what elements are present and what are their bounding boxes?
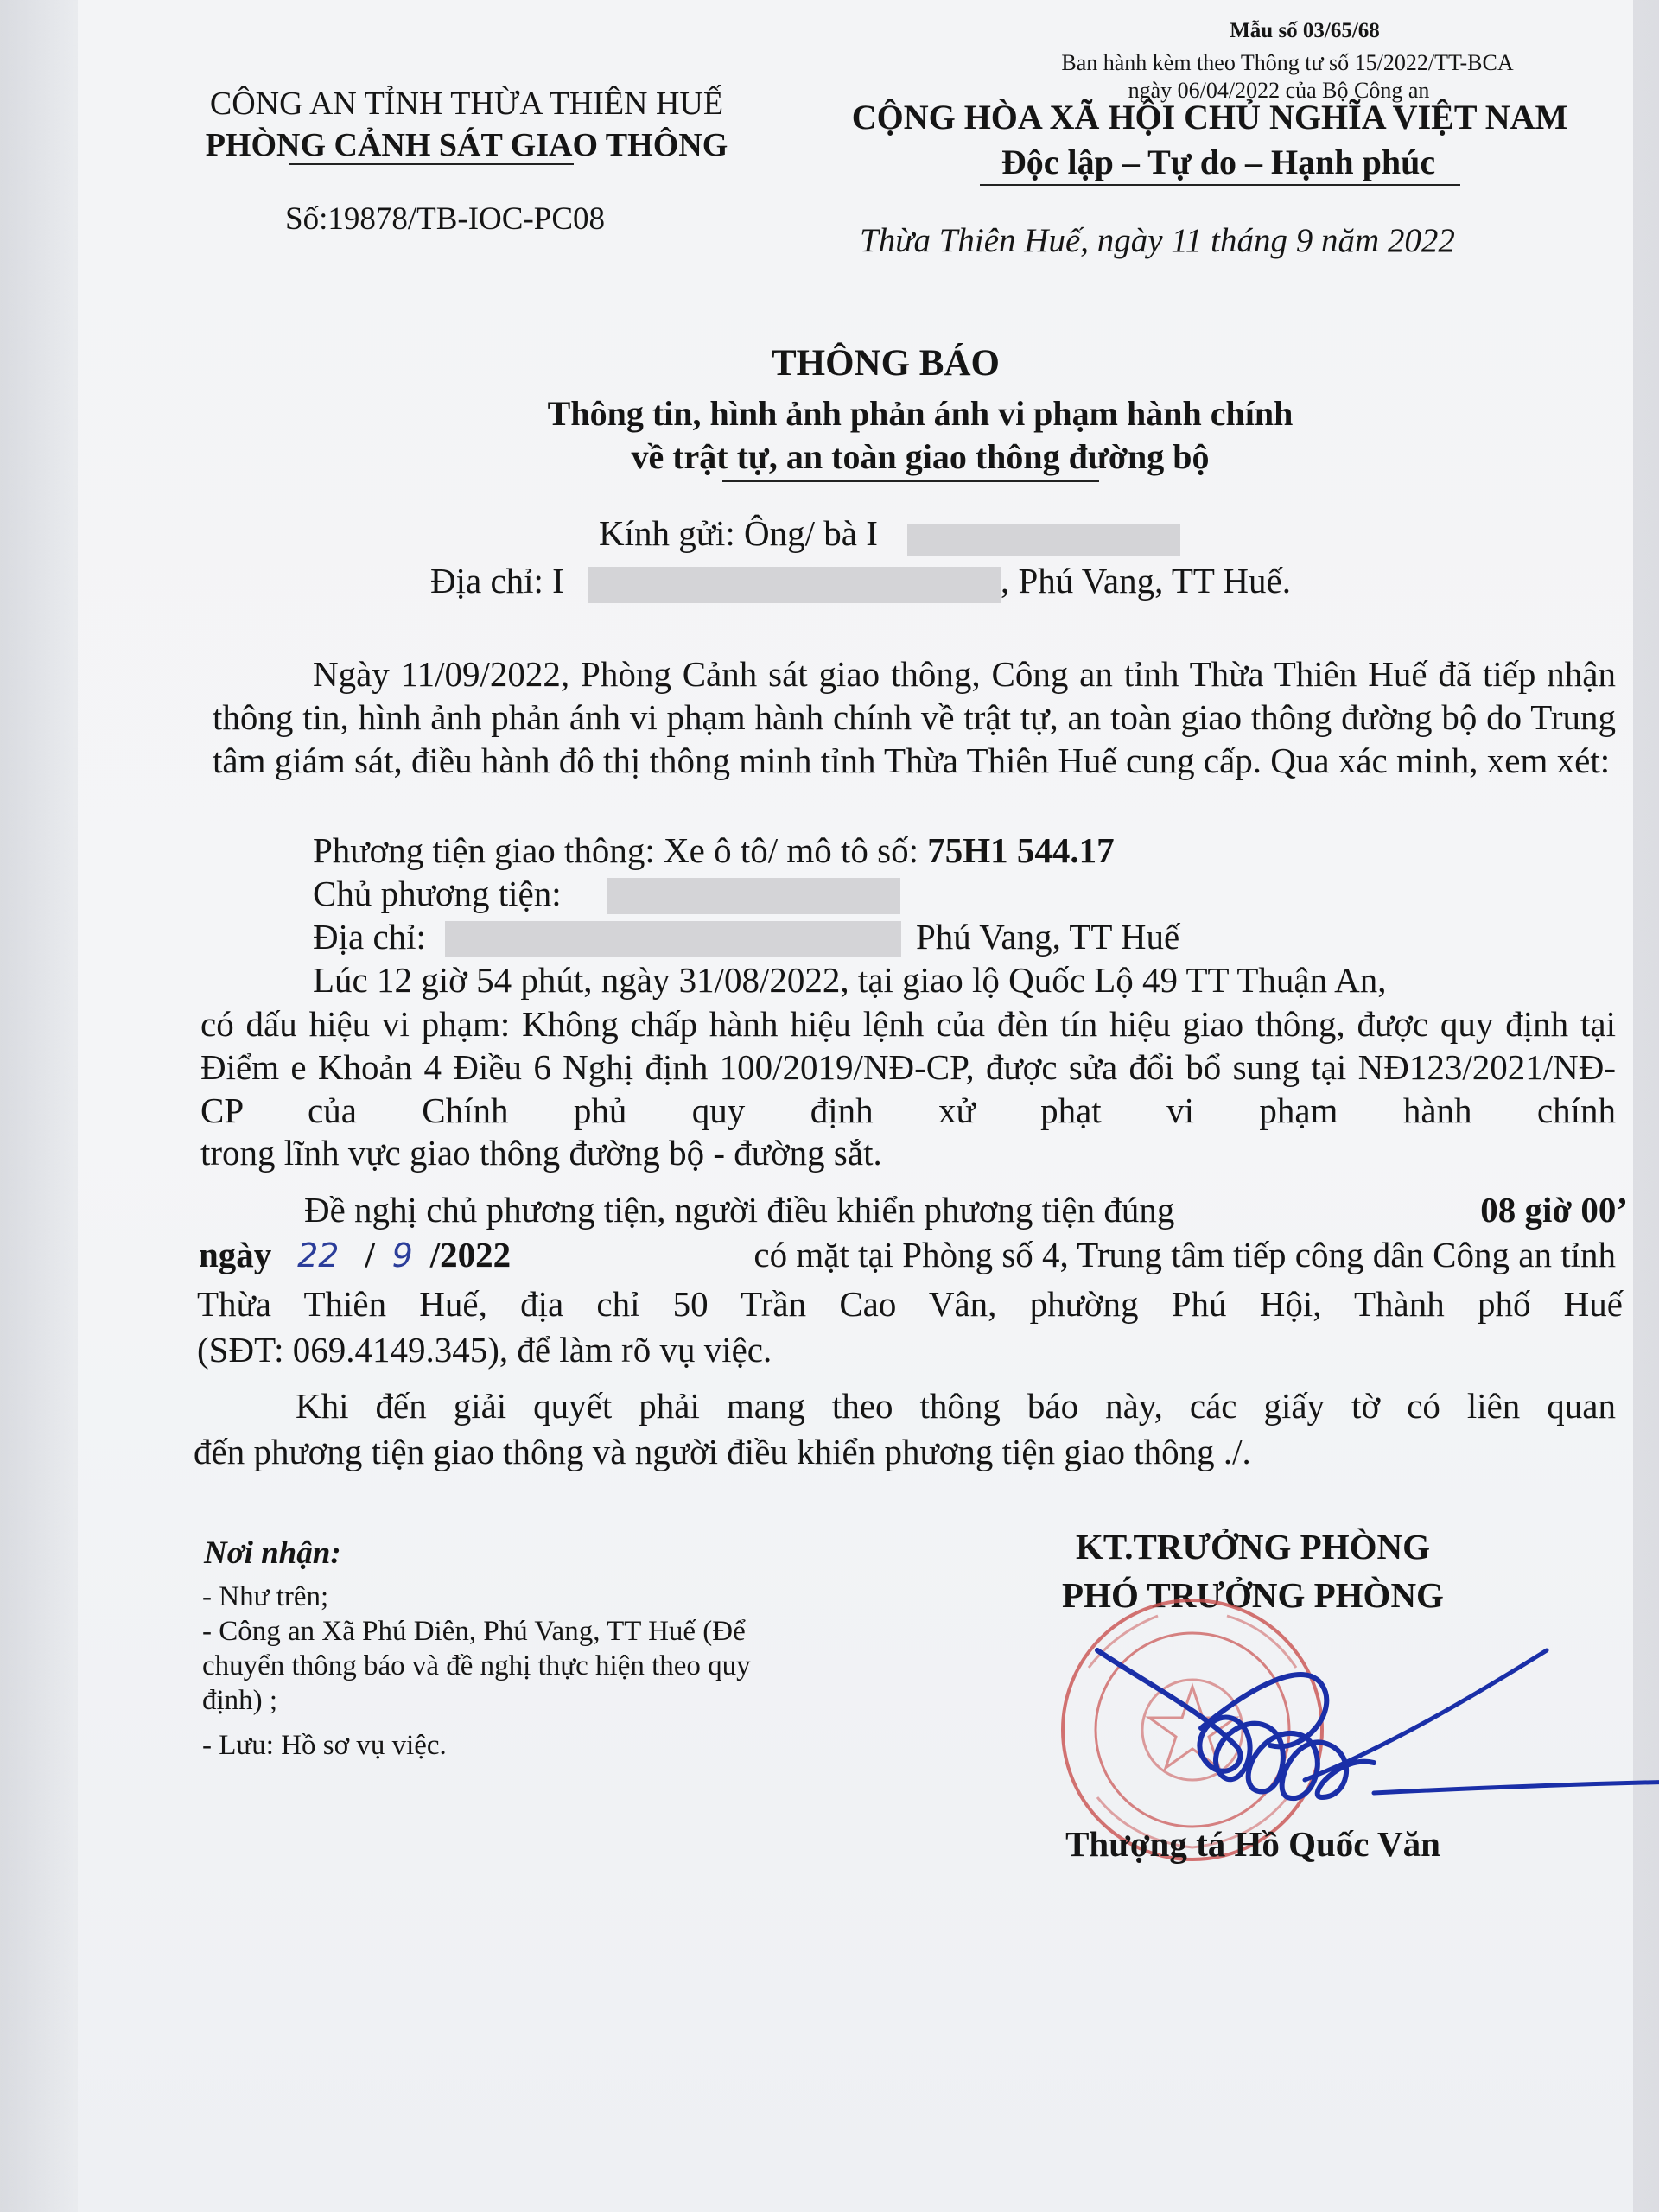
recipient-address-label: Địa chỉ: I [430, 561, 564, 601]
document-title: THÔNG BÁO [771, 343, 1000, 384]
agency-name: PHÒNG CẢNH SÁT GIAO THÔNG [205, 127, 728, 163]
title-underline [722, 480, 1099, 482]
owner-address-label: Địa chỉ: [313, 917, 426, 957]
closing-line-1: Khi đến giải quyết phải mang theo thông báo này, các giấy tờ có liên quan [296, 1386, 1616, 1426]
redacted-owner-name [607, 878, 900, 914]
place-date: Thừa Thiên Huế, ngày 11 tháng 9 năm 2022 [860, 222, 1455, 259]
recipients-title: Nơi nhận: [204, 1535, 341, 1571]
appointment-time: 08 giờ 00’ [1480, 1190, 1628, 1230]
recipient-item-1: - Như trên; [202, 1581, 329, 1612]
date-slash: / [365, 1235, 375, 1274]
document-subtitle-2: về trật tự, an toàn giao thông đường bộ [631, 437, 1210, 476]
appointment-year: /2022 [429, 1235, 512, 1274]
recipient-item-2c: định) ; [202, 1685, 278, 1716]
form-issued-line-1: Ban hành kèm theo Thông tư số 15/2022/TT-BCA [1061, 50, 1514, 75]
vehicle-label: Phương tiện giao thông: Xe ô tô/ mô tô số: [313, 830, 919, 870]
agency-underline [289, 163, 574, 165]
form-number: Mẫu số 03/65/68 [1230, 19, 1380, 42]
document-number: Số:19878/TB-IOC-PC08 [285, 201, 606, 237]
redacted-recipient-address [588, 567, 1001, 603]
violation-description-end: trong lĩnh vực giao thông đường bộ - đường sắt. [200, 1133, 882, 1173]
handwritten-month: 9 [391, 1236, 413, 1274]
appointment-line-2 [199, 1234, 1616, 1275]
recipient-address-tail: , Phú Vang, TT Huế. [1001, 561, 1291, 601]
redacted-recipient-name [907, 524, 1180, 556]
appointment-address: Thừa Thiên Huế, địa chỉ 50 Trần Cao Vân, phường Phú Hội, Thành phố Huế [197, 1284, 1623, 1324]
signer-title-2: PHÓ TRƯỞNG PHÒNG [1062, 1575, 1444, 1615]
document-page [78, 0, 1633, 2212]
recipient-item-2a: - Công an Xã Phú Diên, Phú Vang, TT Huế (Để [202, 1616, 746, 1647]
form-issued-line-2: ngày 06/04/2022 của Bộ Công an [1128, 78, 1430, 103]
owner-label: Chủ phương tiện: [313, 874, 562, 913]
national-motto: Độc lập – Tự do – Hạnh phúc [1001, 143, 1436, 181]
appointment-phone: (SĐT: 069.4149.345), để làm rõ vụ việc. [197, 1330, 772, 1370]
appointment-request: Đề nghị chủ phương tiện, người điều khiển phương tiện đúng [304, 1190, 1175, 1230]
agency-parent: CÔNG AN TỈNH THỪA THIÊN HUẾ [209, 86, 724, 122]
signer-name: Thượng tá Hồ Quốc Văn [1065, 1824, 1440, 1864]
owner-address-tail: Phú Vang, TT Huế [916, 917, 1180, 957]
closing-line-2: đến phương tiện giao thông và người điều khiển phương tiện giao thông ./. [194, 1432, 1251, 1471]
motto-underline [980, 184, 1460, 186]
license-plate: 75H1 544.17 [927, 830, 1115, 870]
appointment-line-1 [304, 1189, 1628, 1230]
paragraph-intro: Ngày 11/09/2022, Phòng Cảnh sát giao thông, Công an tỉnh Thừa Thiên Huế đã tiếp nhận thông tin, hình ảnh phản ánh vi phạm hành chính về trật tự, an toàn giao thông đường bộ do Trung tâm giám sát, điều hành đô thị thông minh tỉnh Thừa Thiên Huế cung cấp. Qua xác minh, xem xét: [213, 654, 1616, 780]
recipient-item-3: - Lưu: Hồ sơ vụ việc. [202, 1730, 447, 1761]
violation-time-line: Lúc 12 giờ 54 phút, ngày 31/08/2022, tại giao lộ Quốc Lộ 49 TT Thuận An, [313, 960, 1387, 1000]
recipient-item-2b: chuyển thông báo và đề nghị thực hiện theo quy [202, 1650, 751, 1681]
handwritten-day: 22 [297, 1236, 340, 1274]
appointment-day-label: ngày [199, 1235, 272, 1274]
handwritten-signature [1097, 1650, 1659, 1798]
document-subtitle-1: Thông tin, hình ảnh phản ánh vi phạm hành chính [547, 394, 1294, 433]
nation-name: CỘNG HÒA XÃ HỘI CHỦ NGHĨA VIỆT NAM [851, 98, 1568, 137]
signer-title-1: KT.TRƯỞNG PHÒNG [1076, 1527, 1430, 1567]
greeting-initial: I [866, 513, 878, 553]
violation-description: có dấu hiệu vi phạm: Không chấp hành hiệu lệnh của đèn tín hiệu giao thông, được quy định tại Điểm e Khoản 4 Điều 6 Nghị định 100/2019/NĐ-CP, được sửa đổi bổ sung tại NĐ123/2021/NĐ-CP của Chính phủ quy định xử phạt vi phạm hành chính [200, 1004, 1616, 1130]
official-stamp [1063, 1600, 1322, 1859]
redacted-owner-address [445, 921, 901, 957]
appointment-place: có mặt tại Phòng số 4, Trung tâm tiếp công dân Công an tỉnh [753, 1235, 1616, 1274]
vehicle-line [313, 830, 1115, 871]
greeting-label: Kính gửi: Ông/ bà [599, 513, 857, 553]
appointment-date [199, 1234, 511, 1275]
greeting [599, 512, 878, 554]
